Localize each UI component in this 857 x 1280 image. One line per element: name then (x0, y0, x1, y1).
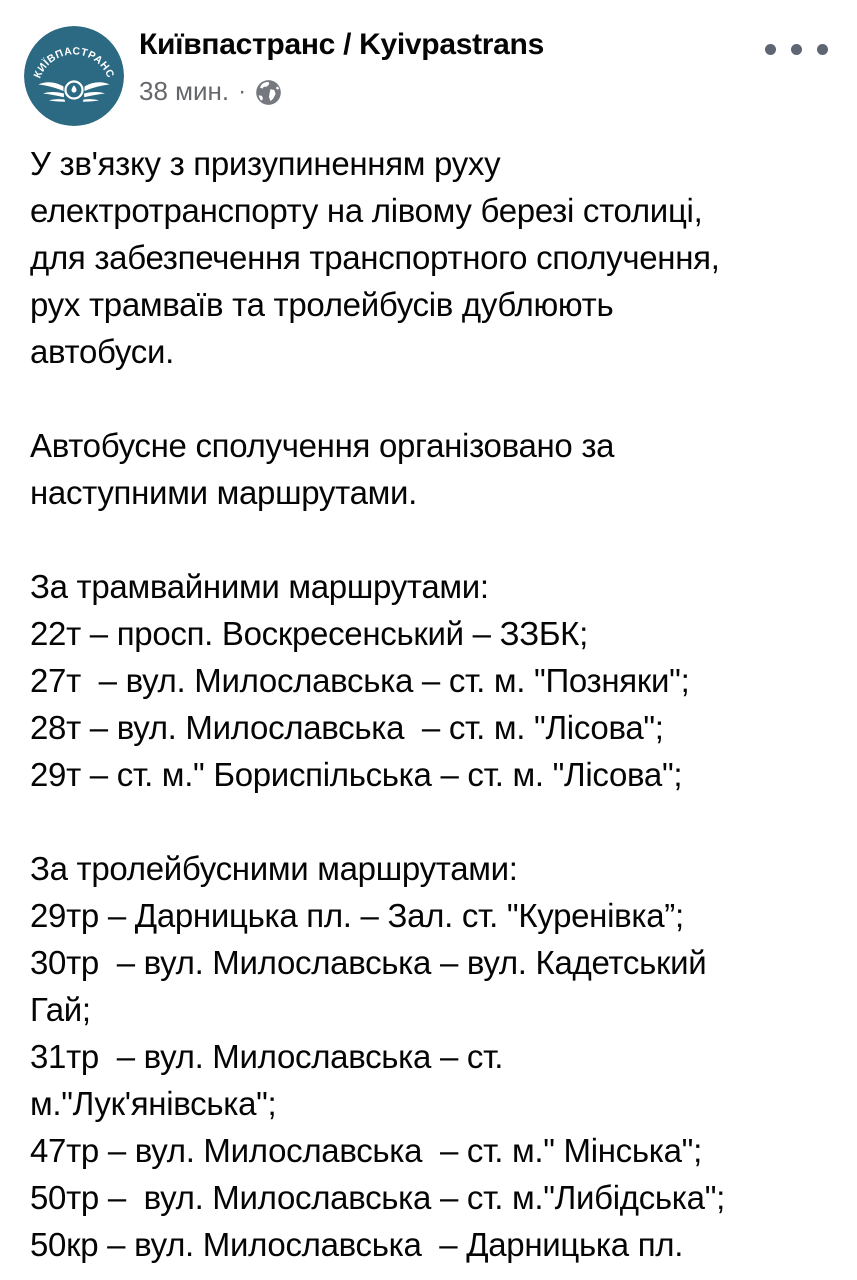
dot-icon (817, 44, 828, 55)
post-paragraph-tram-routes (30, 563, 847, 798)
globe-icon (255, 79, 282, 106)
post-line: 28т – вул. Милославська – ст. м. "Лісова"; (30, 709, 664, 746)
post-line: За тролейбусними маршрутами: (30, 850, 518, 887)
svg-text:КИЇВПАСТРАНС: КИЇВПАСТРАНС (31, 45, 117, 81)
kyivpastrans-logo-icon (24, 26, 124, 126)
post-line: рух трамваїв та тролейбусів дублюють (30, 286, 614, 323)
dot-icon (791, 44, 802, 55)
meta-separator: · (238, 77, 247, 105)
post-options-button[interactable] (761, 40, 832, 59)
post-line: для забезпечення транспортного сполучення, (30, 239, 720, 276)
post-line: 27т – вул. Милославська – ст. м. "Позняки"; (30, 662, 690, 699)
post-paragraph (30, 422, 847, 516)
post-line: наступними маршрутами. (30, 474, 418, 511)
page-avatar[interactable] (24, 26, 124, 126)
timestamp-link[interactable]: 38 мин. (139, 76, 230, 106)
post-line: 30тр – вул. Милославська – вул. Кадетський (30, 944, 707, 981)
post-line: Гай; (30, 991, 91, 1028)
post-line: автобуси. (30, 333, 174, 370)
post-paragraph-trolleybus-routes (30, 845, 847, 1268)
post-line: 29т – ст. м." Бориспільська – ст. м. "Лісова"; (30, 756, 683, 793)
page-name-link[interactable]: Київпастранс / Kyivpastrans (139, 28, 544, 61)
post-line: Автобусне сполучення організовано за (30, 427, 615, 464)
post-header (0, 0, 857, 133)
post-text (0, 133, 857, 1268)
post-line: м."Лук'янівська"; (30, 1085, 277, 1122)
dot-icon (765, 44, 776, 55)
post-line: 50кр – вул. Милославська – Дарницька пл. (30, 1226, 684, 1263)
post-paragraph (30, 140, 847, 375)
post-line: 47тр – вул. Милославська – ст. м." Мінська"; (30, 1132, 702, 1169)
post-line: електротранспорту на лівому березі столиці, (30, 192, 703, 229)
post-line: 50тр – вул. Милославська – ст. м."Либідська"; (30, 1179, 726, 1216)
post-meta (139, 76, 282, 107)
post-line: 22т – просп. Воскресенський – ЗЗБК; (30, 615, 588, 652)
post-line: 31тр – вул. Милославська – ст. (30, 1038, 504, 1075)
post-line: За трамвайними маршрутами: (30, 568, 489, 605)
post-line: У зв'язку з призупиненням руху (30, 145, 501, 182)
post-line: 29тр – Дарницька пл. – Зал. ст. "Куренівка”; (30, 897, 684, 934)
